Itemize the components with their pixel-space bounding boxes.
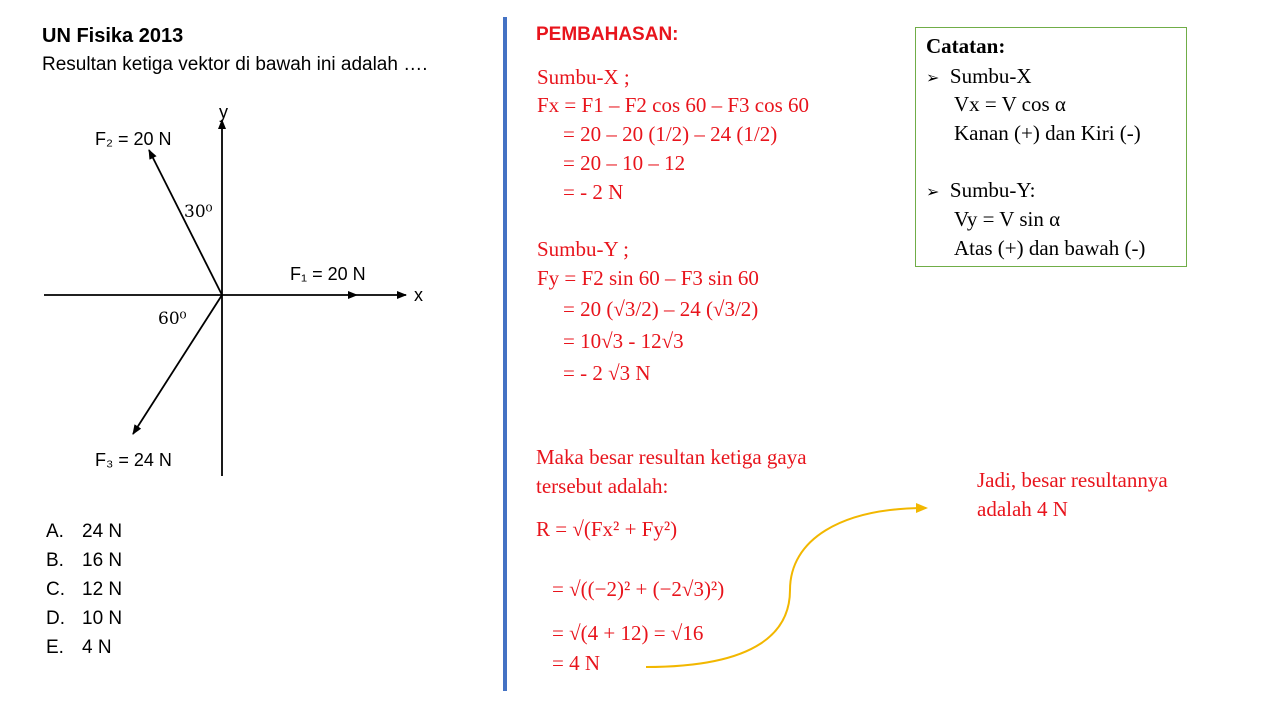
note-y-formula: Vy = V sin α (954, 207, 1061, 231)
note-y-rule: Atas (+) dan bawah (-) (954, 236, 1146, 260)
fy-line-2: = 20 (√3/2) – 24 (√3/2) (563, 297, 759, 321)
arrow-bullet-icon: ➢ (926, 68, 940, 87)
f3-label: F₃ = 24 N (95, 450, 172, 470)
sumbu-y-title: Sumbu-Y ; (537, 237, 629, 261)
note-x-rule: Kanan (+) dan Kiri (-) (954, 121, 1141, 145)
question-text: Resultan ketiga vektor di bawah ini adalah …. (42, 54, 428, 75)
note-y-heading: ➢ Sumbu-Y: (926, 178, 1036, 202)
r-substitution-line: = √((−2)² + (−2√3)²) (552, 577, 725, 601)
note-x-formula: Vx = V cos α (954, 92, 1066, 116)
x-axis-label: x (414, 285, 423, 305)
y-axis-label: y (219, 102, 228, 122)
r-result-line: = 4 N (552, 651, 601, 675)
fy-line-3: = 10√3 - 12√3 (563, 329, 684, 353)
fx-line-1: Fx = F1 – F2 cos 60 – F3 cos 60 (537, 93, 810, 117)
fx-line-3: = 20 – 10 – 12 (563, 151, 686, 175)
note-box (915, 27, 1187, 267)
fy-line-4: = - 2 √3 N (563, 361, 651, 385)
option-a[interactable]: A. 24 N (46, 521, 123, 542)
option-e[interactable]: E. 4 N (46, 637, 112, 658)
r-formula-line: R = √(Fx² + Fy²) (536, 517, 678, 541)
angle-30-label: 30⁰ (184, 202, 213, 222)
note-title: Catatan: (926, 34, 1006, 58)
option-b[interactable]: B. 16 N (46, 550, 123, 571)
fx-line-4: = - 2 N (563, 180, 624, 204)
note-x-heading: ➢ Sumbu-X (926, 64, 1032, 88)
solution-heading: PEMBAHASAN: (536, 24, 679, 45)
fx-line-2: = 20 – 20 (1/2) – 24 (1/2) (563, 122, 778, 146)
sumbu-x-title: Sumbu-X ; (537, 65, 630, 89)
f2-label: F₂ = 20 N (95, 129, 172, 149)
conclusion-line-2: adalah 4 N (977, 497, 1068, 521)
arrow-bullet-icon: ➢ (926, 182, 940, 201)
f1-label: F₁ = 20 N (290, 264, 366, 284)
fy-line-1: Fy = F2 sin 60 – F3 sin 60 (537, 266, 759, 290)
resultant-intro-1: Maka besar resultan ketiga gaya (536, 445, 807, 469)
r-simplify-line: = √(4 + 12) = √16 (552, 621, 704, 645)
angle-60-label: 60⁰ (158, 309, 187, 329)
conclusion-line-1: Jadi, besar resultannya (977, 468, 1168, 492)
option-c[interactable]: C. 12 N (46, 579, 123, 600)
option-d[interactable]: D. 10 N (46, 608, 123, 629)
resultant-intro-2: tersebut adalah: (536, 474, 669, 498)
question-title: UN Fisika 2013 (42, 25, 184, 47)
